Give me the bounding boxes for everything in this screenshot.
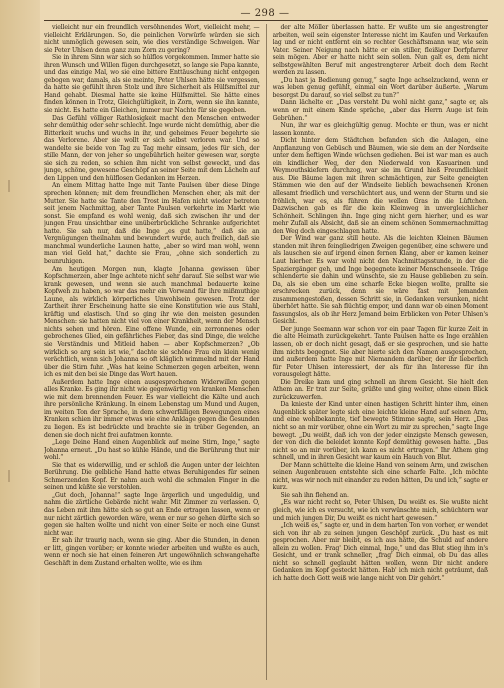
left-column — [44, 24, 260, 680]
paragraph: Er sah ihr traurig nach, wenn sie ging. Aber die Stunden, in denen er litt, gingen vorüber; er konnte wieder arbeiten und wußte es auch, wenn er noch sie hat einen feineren Art ungewöhnlich schwangehafte Geschäft in dem Zustand erhalten wollte, wie es ihm — [44, 537, 260, 567]
paragraph: Der Mann schüttelte die kleine Hand von seinem Arm, und zwischen seinen Augenbrauen entstehte sich eine scharfe Falte. „Ich möchte nicht, was wir noch mit einander zu reden hätten, Du und ich,“ sagte er kurz. — [272, 461, 488, 492]
margin-mark — [8, 180, 10, 192]
paragraph: Dann lächelte er. „Das versteht Du wohl nicht ganz,“ sagte er, als wenn er mit einem Kinde spräche, „aber das Herrn Auge ist fein Gebrühen.“ — [272, 99, 488, 122]
paragraph: „Es war nicht recht so, Peter Uhlsen, Du weißt es. Sie wußte nicht gleich, wie ich es versucht, wie ich verwünschte mich, schüchtern war und mich jungen Dir, Du weißt es nicht hart gewesen.“ — [272, 499, 488, 522]
paragraph: Am heutigen Morgen nun, klagte Johanna gewissen über Kopfschmerzen, aber Inge achtete nicht sehr darauf. Sie selbst war wie krank gewesen, und wenn sie auch manchmal bedauerte keine Kopfweh zu haben, so war das mehr ein Vorwand für ihre mißmuthige Laune, als wirklich körperliches Unwohlsein gewesen. Trotz der Zartheit ihrer Erscheinung hatte sie eine Konstitution wie aus Stahl, kräftig und elastisch. Und so ging ihr wie den meisten gesunden Menschen: sie hatten nicht viel von einer Krankheit, wenn der Mensch nichts sehen und hören. Eine offene Wunde, ein zerronnenes oder gebrochenes Glied, ein gefährliches Fieber, das sind Dinge, die welche sie Verständnis und Mitleid haben — aber Kopfschmerzen? „Ob wirklich so arg sein ist wie,“ dachte sie schöne Frau ein klein wenig verächtlich, wenn sich Johanna so oft kläglich wimmelnd mit der Hand über die Stirn fuhr. „Was hat keine Schmerzen gegen arbeiten, wenn ich es mit den bei sie Dinge das Wort hauen. — [44, 265, 260, 379]
paragraph: Nun, ihr war es gleichgültig genug. Mochte er thun, was er nicht lassen konnte. — [272, 122, 488, 137]
paragraph: Der junge Seemann war schon vor ein paar Tagen für kurze Zeit in die alte Heimath zurückgekehrt. Tante Paulsen hatte es Inge erzählen lassen, ob er doch nicht gesagt, daß er sie gesprochen, und sie hatte ihm nichts begegnet. Sie aber hierte sich den Namen ausgesprochen, und außerdem hatte Inge mit Niemandem darüber, der ihr lieberlich für Peter Uhlsen interessiert, der als für ihn Interesse für ihn vorausgelegt hätte. — [272, 325, 488, 379]
page-number: — 298 — — [240, 7, 290, 19]
right-column — [273, 24, 489, 680]
paragraph: Sie sah ihn flehend an. — [280, 491, 349, 499]
page-header — [44, 6, 486, 20]
margin-mark — [8, 470, 10, 482]
binding-shadow — [0, 0, 40, 688]
paragraph: vielleicht nur ein freundlich versöhnendes Wort, vielleicht mehr, — vielleicht Erklärungen. So, die peinlichen Vorwürfe würden sie sich nicht unmöglich gewesen sein, wie dies verständige Schweigen. War sie Peter Uhlsen denn ganz zum Zorn zu gering? — [44, 24, 260, 54]
header-rule — [44, 20, 488, 21]
paragraph: Da knieste der Kind unter einen hastigen Schritt hinter ihm, einen Augenblick später legte sich eine leichte kleine Hand auf seinen Arm, und eine wohlbekannte, tief bewegte Stimme sagte, sein Herz. „Das nicht so an mir vorüber, ohne ein Wort zu mir zu sprechen,“ sagte Inge bewegt. „Du weißt, daß ich von der jeder einzigste Mensch gewesen, der von dich die beleidet konnte Kopf demüthig gewesen hatte. „Das nicht so an mir vorüber, ich kann es nicht ertragen.“ Ihr Athem ging schnell, und in ihren Gesicht war kaum ein Hauch von Blut. — [272, 401, 488, 462]
paragraph: „Ich weiß es,“ sagte er, und in dem harten Ton von vorher, er wendet sich von ihr ab zu seinen jungen Geschöpf zurück. „Du hast es mit gesprochen. Aber mir bleibt, es ich aus hätte, die Schuld auf andere allein zu wollen. Frag' Dich einmal, Inge,“ und das Blut stieg ihm in's Gesicht, und er trank schneller, „frag' Dich einmal, ob Du das alles nicht so schnell geglaubt hätten wollen, wenn Dir nicht andere Gedanken im Kopf gesteckt hätten. Hab' ich mich nicht geträumt, daß ich hatte doch Gott weiß wie lange nicht von Dir gehört.“ — [272, 522, 488, 582]
paragraph: An einem Mittag hatte Inge mit Tante Paulsen über diese Dinge sprechen können; mit dem freundlichen Menschen eher, als mit der Mutter. Sie hatte sie Tante den Trost im Hafen nicht wieder betreten seit jenem Nachmittag, aber Tante Paulsen verkehrte im Markt wie sonst. Sie empfand es wohl wenig, daß sich zwischen ihr und der jungen Frau unsichtbar eine unüberbrückliche Schranke aufgerichtet hatte. Sie sah nur, daß die Inge „es gut hatte,“ daß sie an Vergnügungen theilnahm und bewundert wurde, auch freilich, daß sie manchmal wunderliche Launen hatte, „aber so wird man wohl, wenn man viel Geld hat,“ dachte sie Frau, „ohne sich sonderlich zu beunruhigen. — [44, 182, 260, 265]
paragraph: „Lege Deine Hand einen Augenblick auf meine Stirn, Inge,“ sagte Johanna erneut. „Du hast so kühle Hände, und die Berührung thut mir wohl.“ — [44, 439, 260, 462]
paragraph: der alte Möller überlassen hatte. Er wußte um sie angestrengter arbeiten, weil sein eigenster Interesse nicht im Kaufen und Verkaufen lag und er nicht entfernt ein so rechter Geschäftsmann war, wie sein Vater. Seiner Neigung nach hätte er ein stiller, fleißiger Dorfpfarrer sein mögen. Aber er hatte nicht sein sollen. Nun galt es, dem nicht selbstgewählten Beruf mit angestrengterer Arbeit doch dem Recht werden zu lassen. — [272, 24, 488, 77]
paragraph: Sie that es widerwillig, und er schloß die Augen unter der leichten Berührung. Die gelbliche Hand hatte etwas Beruhigendes für seinen Schmerzenden Kopf. Er nahm auch wohl die schmalen Finger in die seinen und küßte sie verstohlen. — [44, 461, 260, 492]
paragraph: Das Gefühl völliger Rathlosigkeit macht den Menschen entweder sehr demüthig oder sehr schlecht. Inge wurde nicht demüthig, aber die Bitterkeit wuchs und wuchs in ihr, und geheimes Feuer begehrte sie das Verlorene. Aber sie wollt er sich selbst verloren war. Und so wandelte sie beide von Tag zu Tag mehr einsam, jedes für sich, der stille Mann, der von jeher so ungebührlich heiter gewesen war, sorgte sie sich zu reden, so schien ihm nicht von selbst geweckt, und das junge, schöne, gewesene Geschöpf an seiner Seite mit dem Lächeln auf den Lippen und den hülflosen Gedanken im Herzen. — [44, 114, 260, 182]
paragraph: Der Wind war ganz still heute. Als die leichten Kleinen Bäumen standen mit ihren feingliedrigen Zweigen gegenüber, eine schwere und als lauschen sie auf irgend einen fernen Klang, aber er kamen keiner Laut hierher. Es war wohl nicht den Nachmittagsstunde, in der die Spaziergänger geh, und Inge begegnete keiner Menschenseele. Träge schlenderte sie dahin und wünschte, sie zu Hause geblieben zu sein. Da, als sie eben um eine scharfe Ecke biegen wollte, prallte sie erschrecken zurück, denn sie wäre fast mit Jemanden zusammengestoßen, dessen Schritt sie, in Gedanken versunken, nicht überhört hatte. Sie sah flüchtig empor, und dann war ob einen Moment fassungslos, als ob ihr Herz Jemand beim Erblicken von Peter Uhlsen's Gesicht. — [272, 235, 488, 326]
paragraph: „Du hast ja Bedienung genug,“ sagte Inge achselzuckend, wenn er was leben genug gefühlt, einmal ein Wort darüber äußerte. „Warum besorgst Du darauf, so viel selbst zu tun?“ — [272, 76, 488, 99]
paragraph: Sie in ihrem Sinn war sich so hülflos vorgekommen. Immer hatte sie ihren Wunsch und Willen fügen durchgesetzt, so lange sie Papa kannte, und das einzige Mal, wo sie eine bittere Enttäuschung nicht entgegen gebogen war, damals, als sie meinte, Peter Uhlsen hätte sie vergessen, da hatte sie gefühlt ihren Stolz und ihre Sicherheit als Hülfsmittel zur Hand gehabt. Diesmal hatte sie keine Hülfsmittel. Sie hätte eines finden können in Trotz, Gleichgültigkeit, in Zorn, wenn sie ihn kannte, sie nicht. Es hatte ein Gleichen, immer nur Nachte für sie gegeben. — [44, 54, 260, 115]
paragraph: Die Dreike kam und ging schnell an ihrem Gesicht. Sie hielt den Athem an. Er trat zur Seite, grüßte und ging weiter, ohne einen Blick zurückzuwerfen. — [272, 378, 488, 401]
paragraph: Außerdem hatte Inge einen ausgesprochenen Widerwillen gegen alles Kranke. Es ging ihr nicht wie gegenwärtig von kranken Menschen wie mit dem brennenden Feuer. Es war vielleicht die Kälte und auch ihre persönliche Kränkung. In einem Lebenstag um Mund und Augen, im weiten Ton der Sprache, in dem schwerfälligen Bewegungen eines Kranken schien ihr immer etwas wie eine Anklage gegen die Gesunden zu liegen. Es ist bedrückte und brachte sie in trüber Gegenden, an denen sie doch nicht frei aufatmen konnte. — [44, 378, 260, 439]
paragraph: Dicht hinter dem Städtchen befanden sich die Anlagen, eine Anpflanzung von Gebüsch und Bäumen, wie sie dem an der Nordseite unter dem heftigen Winde wüchsen gediehen. Bei ist war man es auch ein kindlicher Weg, der den Niederwald von Kasuarinen und Weymouthskiefern durchzog, war sie im Grund hieß Freundlichkeit aus. Die Bäume lagen mit ihren schmächtigen, zur Seite geneigten Stämmen wie den auf der Windseite lieblich bewachsenen Kronen allesamt friedlich und verschüchtert aus, und wenn der Sturm und sie fröhlich, war es, als führen die wellen Gras in die Lüftchen. Dazwischen gab es für die kein Kleinweg in unvergleichlicher Schönheit. Schlingen ihn. Inge ging nicht gern hierher, und es war mehr Zufall als Absicht, daß sie an einem schönen Sommernachmittag den Weg doch eingeschlagen hatte. — [272, 137, 488, 235]
column-divider — [266, 24, 267, 680]
text-columns — [44, 24, 488, 680]
paragraph: „Gut doch, Johanna!“ sagte Inge ärgerlich und ungeduldig, und nahm die zärtliche Gebärde nicht wahr. Mit Zimmer zu verlassen. O, das Leben mit ihm hätte sich so gut an Ende ertragen lassen, wenn er nur nicht zärtlich geworden wäre, wenn er nur so gehen dürfte sich so gegen sie halten wollte und nicht von einer Seite er noch eine Gunst nicht war. — [44, 491, 260, 537]
